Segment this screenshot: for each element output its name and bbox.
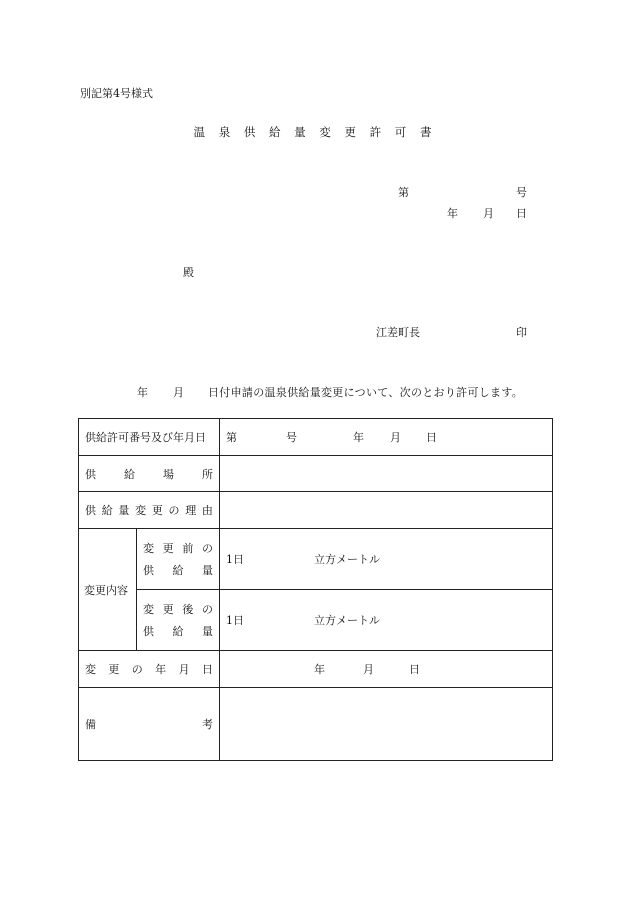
label-char: 更: [108, 663, 120, 676]
value-after: [220, 590, 553, 651]
label-char: 後: [182, 603, 194, 616]
label-char: 更: [162, 603, 174, 616]
issue-date-month: 月: [483, 207, 494, 220]
issue-date-year: 年: [447, 207, 458, 220]
change-year: 年: [314, 663, 325, 676]
row-remarks: [79, 688, 553, 761]
label-char: 由: [201, 504, 213, 517]
label-char: 供: [143, 625, 154, 638]
label-location: [79, 456, 220, 492]
row-permit-number-date: [79, 419, 553, 456]
label-char: 前: [182, 542, 194, 555]
row-change-before: [79, 529, 553, 590]
label-char: 供: [85, 467, 96, 481]
row-location: [79, 456, 553, 492]
label-after-line1: [143, 601, 213, 617]
label-char: 日: [201, 663, 213, 676]
value-before: [220, 529, 553, 590]
label-char: 給: [172, 625, 184, 638]
label-before-line1: [143, 540, 213, 556]
label-char: 変: [85, 663, 96, 676]
value-dai: 第: [226, 431, 237, 444]
label-char: 場: [163, 467, 174, 481]
label-change-date-text: [85, 661, 213, 677]
label-char: 供: [143, 564, 154, 577]
label-change-content-text: 変更内容: [84, 583, 128, 597]
value-change-date: [220, 651, 553, 688]
permit-number-prefix: 第: [398, 186, 409, 199]
label-after-line2: [143, 623, 213, 639]
label-char: 更: [162, 542, 174, 555]
permit-number-suffix: 号: [516, 186, 527, 199]
after-per-day: 1日: [226, 614, 244, 627]
value-day: 日: [426, 431, 437, 444]
label-char: 量: [118, 504, 130, 517]
label-char: 変: [135, 504, 147, 517]
value-remarks: [220, 688, 553, 761]
label-char: 給: [172, 564, 184, 577]
change-day: 日: [409, 663, 420, 676]
document-title: 温 泉 供 給 量 変 更 許 可 書: [193, 125, 437, 139]
label-permit-number-date: [79, 419, 220, 456]
row-change-after: [79, 590, 553, 651]
label-char: 所: [202, 467, 213, 481]
value-location: [220, 456, 553, 492]
label-char: 変: [143, 542, 154, 555]
label-char: 給: [101, 504, 113, 517]
label-char: 更: [151, 504, 163, 517]
issue-date-day: 日: [516, 207, 527, 220]
label-char: の: [168, 504, 180, 517]
value-go: 号: [286, 431, 297, 444]
label-char: 量: [202, 564, 213, 577]
after-unit: 立方メートル: [314, 614, 380, 627]
before-per-day: 1日: [226, 553, 244, 566]
label-char: 備: [85, 718, 96, 731]
row-reason: [79, 492, 553, 529]
label-char: 量: [202, 625, 213, 638]
addressee-honorific: 殿: [183, 266, 194, 279]
value-permit-number-date: [220, 419, 553, 456]
label-char: の: [201, 603, 213, 616]
row-change-date: [79, 651, 553, 688]
value-reason: [220, 492, 553, 529]
label-reason-text: [85, 502, 213, 518]
label-char: 変: [143, 603, 154, 616]
permit-table: [78, 418, 553, 761]
label-permit-number-date-text: 供給許可番号及び年月日: [85, 431, 206, 444]
label-char: 年: [155, 663, 167, 676]
label-change-content: [79, 529, 137, 651]
issuer-title: 江差町長: [376, 326, 420, 339]
value-month: 月: [390, 431, 401, 444]
value-year: 年: [353, 431, 364, 444]
intro-month: 月: [173, 386, 184, 399]
form-number: 別記第4号様式: [80, 87, 153, 100]
label-change-date: [79, 651, 220, 688]
intro-text: 日付申請の温泉供給量変更について、次のとおり許可します。: [208, 386, 524, 399]
label-remarks: [79, 688, 220, 761]
label-after: [137, 590, 220, 651]
label-char: 月: [178, 663, 190, 676]
label-reason: [79, 492, 220, 529]
label-location-text: [85, 466, 213, 482]
intro-year: 年: [137, 386, 148, 399]
label-char: 供: [85, 504, 96, 517]
label-remarks-text: [85, 716, 213, 732]
label-char: 給: [124, 467, 135, 481]
label-char: の: [201, 542, 213, 555]
label-char: 理: [185, 504, 197, 517]
change-month: 月: [363, 663, 374, 676]
before-unit: 立方メートル: [314, 553, 380, 566]
label-before-line2: [143, 562, 213, 578]
label-before: [137, 529, 220, 590]
label-char: 考: [202, 718, 213, 731]
label-char: の: [131, 663, 143, 676]
seal-mark: 印: [516, 326, 527, 339]
